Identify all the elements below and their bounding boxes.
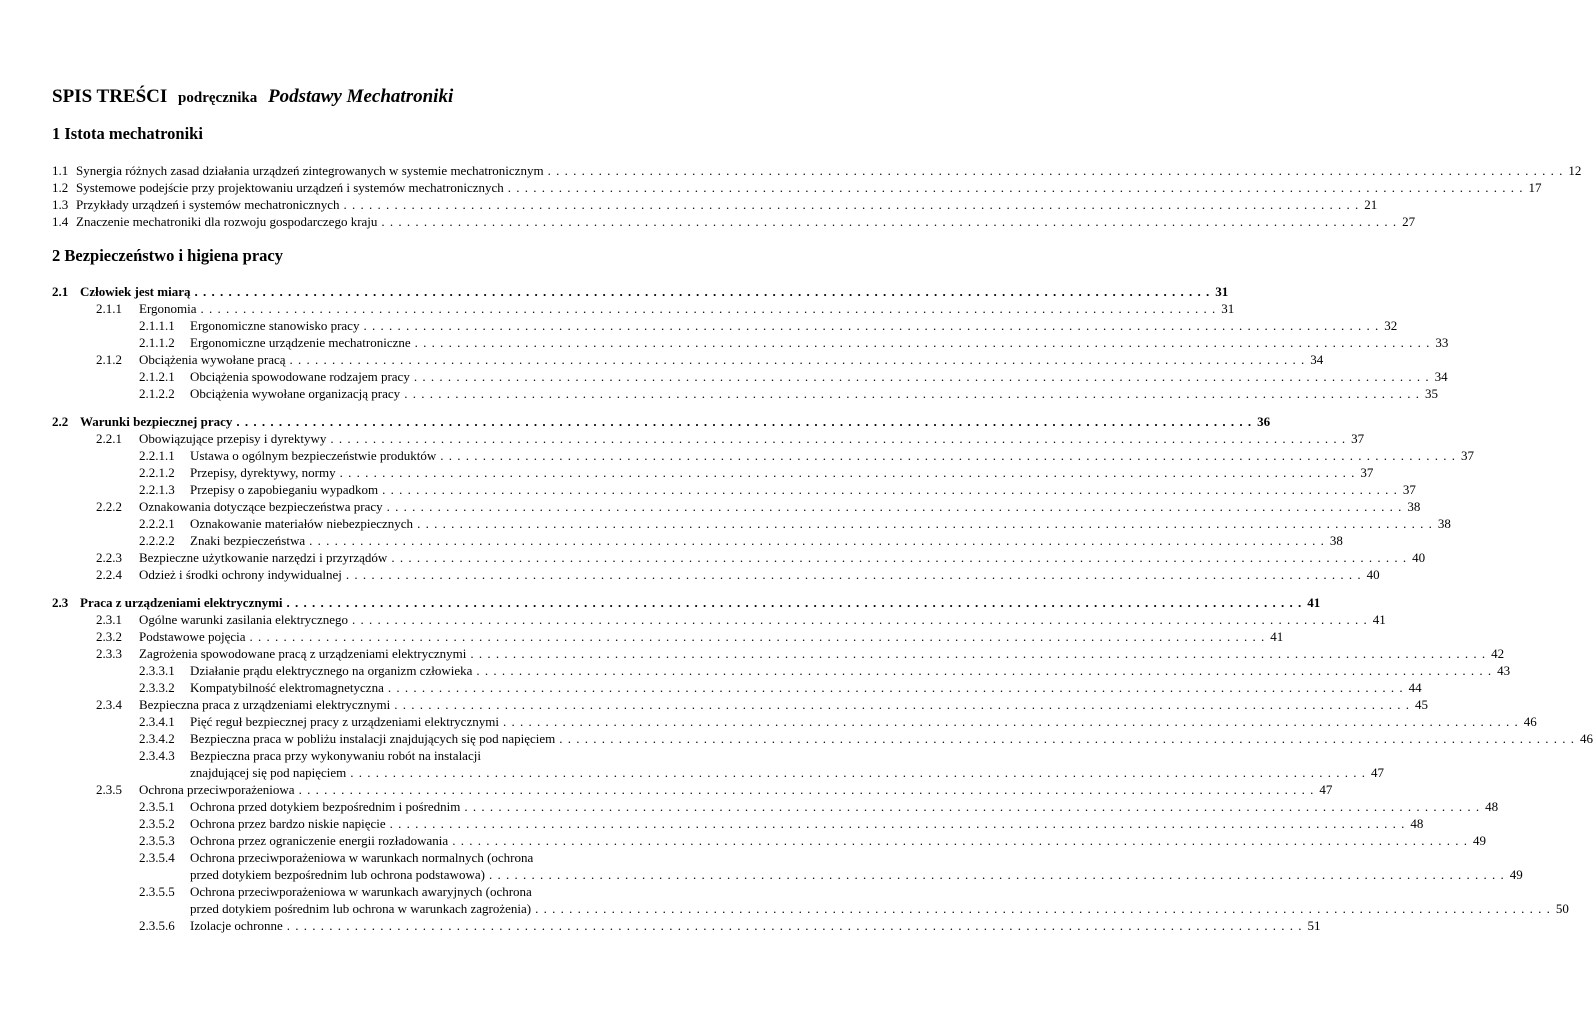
toc-entry-title: Przykłady urządzeń i systemów mechatronicznych: [76, 197, 340, 212]
chapter-2-heading: 2 Bezpieczeństwo i higiena pracy: [52, 246, 283, 265]
toc-entry-page: 49: [1509, 867, 1523, 882]
toc-entry-title: Oznakowanie materiałów niebezpiecznych: [190, 516, 414, 531]
toc-entry-number: 2.3.5.2: [139, 816, 175, 831]
toc-entry-title: Systemowe podejście przy projektowaniu urządzeń i systemów mechatronicznych: [76, 180, 504, 195]
toc-entry-title: Ergonomia: [139, 301, 197, 316]
dot-leader: . . . . . . . . . . . . . . . . . . . . . . . . . . . . . . . . . . . . . . . . . . . . . . . . . . . . . . . . . . . . . . . . . . . . . . . . . . . . . . . . . . . . . . . . . . . . . . . . . . . . . . . . . . . . . . . . . . . . . . . .: [286, 595, 1303, 610]
toc-entry-title-line: [139, 628, 1284, 645]
toc-entry-title: Bezpieczne użytkowanie narzędzi i przyrządów: [139, 550, 388, 565]
toc-entry-title-line: [139, 566, 1380, 583]
toc-entry-title: Ochrona przeciwporażeniowa w warunkach awaryjnych (ochrona: [190, 884, 532, 899]
dot-leader: . . . . . . . . . . . . . . . . . . . . . . . . . . . . . . . . . . . . . . . . . . . . . . . . . . . . . . . . . . . . . . . . . . . . . . . . . . . . . . . . . . . . . . . . . . . . . . . . . . . . . . . . . . . . . . . . . . . . . . . .: [547, 163, 1564, 178]
toc-entry[interactable]: [52, 300, 1235, 317]
toc-entry-title: przed dotykiem bezpośrednim lub ochrona podstawowa): [190, 867, 485, 882]
toc-entry-title-line: [190, 798, 1499, 815]
toc-entry-title-line: [76, 196, 1378, 213]
toc-entry-page: 37: [1460, 448, 1474, 463]
dot-leader: . . . . . . . . . . . . . . . . . . . . . . . . . . . . . . . . . . . . . . . . . . . . . . . . . . . . . . . . . . . . . . . . . . . . . . . . . . . . . . . . . . . . . . . . . . . . . . . . . . . . . . . . . . . . . . . . . . . . . . . .: [330, 431, 1347, 446]
toc-entry-page: 41: [1372, 612, 1386, 627]
toc-entry[interactable]: [52, 883, 652, 900]
dot-leader: . . . . . . . . . . . . . . . . . . . . . . . . . . . . . . . . . . . . . . . . . . . . . . . . . . . . . . . . . . . . . . . . . . . . . . . . . . . . . . . . . . . . . . . . . . . . . . . . . . . . . . . . . . . . . . . . . . . . . . . .: [507, 180, 1524, 195]
toc-entry[interactable]: [52, 481, 1416, 498]
dot-leader: . . . . . . . . . . . . . . . . . . . . . . . . . . . . . . . . . . . . . . . . . . . . . . . . . . . . . . . . . . . . . . . . . . . . . . . . . . . . . . . . . . . . . . . . . . . . . . . . . . . . . . . . . . . . . . . . . . . . . . . .: [382, 482, 1398, 497]
toc-entry-title-line: [80, 283, 1229, 300]
dot-leader: . . . . . . . . . . . . . . . . . . . . . . . . . . . . . . . . . . . . . . . . . . . . . . . . . . . . . . . . . . . . . . . . . . . . . . . . . . . . . . . . . . . . . . . . . . . . . . . . . . . . . . . . . . . . . . . . . . . . . . . .: [535, 901, 1551, 916]
toc-entry-page: 21: [1364, 197, 1378, 212]
toc-entry[interactable]: [52, 162, 1582, 179]
toc-entry-title-line: [190, 815, 1424, 832]
toc-entry-page: 46: [1580, 731, 1593, 746]
toc-entry-page: 47: [1319, 782, 1333, 797]
toc-entry-page: 37: [1402, 482, 1416, 497]
dot-leader: . . . . . . . . . . . . . . . . . . . . . . . . . . . . . . . . . . . . . . . . . . . . . . . . . . . . . . . . . . . . . . . . . . . . . . . . . . . . . . . . . . . . . . . . . . . . . . . . . . . . . . . . . . . . . . . . . . . . . . . .: [289, 352, 1306, 367]
toc-entry-page: 48: [1410, 816, 1424, 831]
dot-leader: . . . . . . . . . . . . . . . . . . . . . . . . . . . . . . . . . . . . . . . . . . . . . . . . . . . . . . . . . . . . . . . . . . . . . . . . . . . . . . . . . . . . . . . . . . . . . . . . . . . . . . . . . . . . . . . . . . . . . . . .: [559, 731, 1576, 746]
toc-entry-title-line: [190, 481, 1416, 498]
toc-entry-page: 38: [1437, 516, 1451, 531]
toc-entry[interactable]: [52, 866, 1523, 883]
toc-entry-number: 1.4: [52, 214, 69, 229]
dot-leader: . . . . . . . . . . . . . . . . . . . . . . . . . . . . . . . . . . . . . . . . . . . . . . . . . . . . . . . . . . . . . . . . . . . . . . . . . . . . . . . . . . . . . . . . . . . . . . . . . . . . . . . . . . . . . . . . . . . . . . . .: [452, 833, 1468, 848]
toc-entry[interactable]: [52, 213, 1416, 230]
toc-entry-title: Bezpieczna praca przy wykonywaniu robót na instalacji: [190, 748, 481, 763]
toc-entry-number: 2.1: [52, 284, 69, 299]
toc-entry-number: 2.2.1.3: [139, 482, 175, 497]
toc-entry-title-line: [190, 515, 1451, 532]
toc-entry[interactable]: [52, 566, 1380, 583]
title-sub: podręcznika: [178, 90, 258, 106]
toc-entry-title-line: [190, 900, 1569, 917]
toc-entry-number: 1.3: [52, 197, 69, 212]
toc-entry-title: Obciążenia wywołane organizacją pracy: [190, 386, 401, 401]
toc-entry-title: Bezpieczna praca z urządzeniami elektrycznymi: [139, 697, 391, 712]
toc-entry-title: Zagrożenia spowodowane pracą z urządzeniami elektrycznymi: [139, 646, 467, 661]
toc-entry-title-line: [190, 317, 1398, 334]
toc-entry-page: 41: [1307, 595, 1321, 610]
toc-entry[interactable]: [52, 781, 1333, 798]
toc-entry[interactable]: [52, 645, 1505, 662]
toc-entry-page: 31: [1215, 284, 1229, 299]
toc-entry-number: 2.2.1.2: [139, 465, 175, 480]
toc-entry-title-line: [80, 594, 1321, 611]
toc-entry[interactable]: [52, 532, 1343, 549]
toc-entry-title-line: [190, 917, 1321, 934]
toc-entry[interactable]: [52, 832, 1486, 849]
toc-entry-title-line: [190, 464, 1374, 481]
toc-entry-number: 2.3.4.3: [139, 748, 175, 763]
toc-entry-title: Przepisy o zapobieganiu wypadkom: [190, 482, 379, 497]
toc-entry-page: 50: [1555, 901, 1569, 916]
toc-entry[interactable]: [52, 764, 1385, 781]
toc-entry[interactable]: [52, 430, 1365, 447]
toc-entry-page: 32: [1384, 318, 1398, 333]
toc-entry-title-line: [190, 679, 1422, 696]
toc-entry-title: Izolacje ochronne: [190, 918, 283, 933]
toc-entry-page: 44: [1408, 680, 1422, 695]
toc-entry-number: 1.1: [52, 163, 69, 178]
dot-leader: . . . . . . . . . . . . . . . . . . . . . . . . . . . . . . . . . . . . . . . . . . . . . . . . . . . . . . . . . . . . . . . . . . . . . . . . . . . . . . . . . . . . . . . . . . . . . . . . . . . . . . . . . . . . . . . . . . . . . . . .: [236, 414, 1253, 429]
toc-entry-page: 17: [1528, 180, 1542, 195]
toc-entry-title: Człowiek jest miarą: [80, 284, 191, 299]
toc-entry-page: 37: [1360, 465, 1374, 480]
toc-entry-number: 2.1.2.1: [139, 369, 175, 384]
toc-entry-title: Działanie prądu elektrycznego na organizm człowieka: [190, 663, 473, 678]
toc-entry-title: znajdującej się pod napięciem: [190, 765, 347, 780]
toc-entry-page: 40: [1366, 567, 1380, 582]
toc-entry-title: przed dotykiem pośrednim lub ochrona w warunkach zagrożenia): [190, 901, 532, 916]
toc-entry-title-line: [190, 747, 652, 764]
toc-entry-title: Odzież i środki ochrony indywidualnej: [139, 567, 342, 582]
toc-entry[interactable]: [52, 900, 1569, 917]
toc-entry[interactable]: [52, 498, 1421, 515]
toc-entry[interactable]: [52, 798, 1499, 815]
toc-entry-title: Oznakowania dotyczące bezpieczeństwa pracy: [139, 499, 383, 514]
toc-entry-number: 2.3.2: [96, 629, 122, 644]
toc-entry[interactable]: [52, 696, 1428, 713]
toc-entry-title-line: [190, 883, 652, 900]
toc-entry[interactable]: [52, 368, 1448, 385]
toc-entry-title: Ochrona przez ograniczenie energii rozładowania: [190, 833, 449, 848]
dot-leader: . . . . . . . . . . . . . . . . . . . . . . . . . . . . . . . . . . . . . . . . . . . . . . . . . . . . . . . . . . . . . . . . . . . . . . . . . . . . . . . . . . . . . . . . . . . . . . . . . . . . . . . . . . . . . . . . . . . . . . . .: [343, 197, 1360, 212]
toc-entry-title: Obowiązujące przepisy i dyrektywy: [139, 431, 327, 446]
toc-entry-title-line: [190, 368, 1448, 385]
toc-entry-title: Synergia różnych zasad działania urządzeń zintegrowanych w systemie mechatronicznym: [76, 163, 544, 178]
title-main: SPIS TREŚCI: [52, 86, 168, 107]
dot-leader: . . . . . . . . . . . . . . . . . . . . . . . . . . . . . . . . . . . . . . . . . . . . . . . . . . . . . . . . . . . . . . . . . . . . . . . . . . . . . . . . . . . . . . . . . . . . . . . . . . . . . . . . . . . . . . . . . . . . . . . .: [470, 646, 1487, 661]
toc-entry[interactable]: [52, 549, 1426, 566]
toc-entry-title-line: [190, 713, 1537, 730]
toc-entry-title: Warunki bezpiecznej pracy: [80, 414, 233, 429]
toc-entry-page: 46: [1523, 714, 1537, 729]
toc-entry[interactable]: [52, 917, 1321, 934]
toc-entry-title-line: [80, 413, 1271, 430]
toc-entry-page: 40: [1412, 550, 1426, 565]
dot-leader: . . . . . . . . . . . . . . . . . . . . . . . . . . . . . . . . . . . . . . . . . . . . . . . . . . . . . . . . . . . . . . . . . . . . . . . . . . . . . . . . . . . . . . . . . . . . . . . . . . . . . . . . . . . . . . . . . . . . . . . .: [404, 386, 1420, 401]
toc-entry-page: 38: [1329, 533, 1343, 548]
toc-entry[interactable]: [52, 385, 1438, 402]
dot-leader: . . . . . . . . . . . . . . . . . . . . . . . . . . . . . . . . . . . . . . . . . . . . . . . . . . . . . . . . . . . . . . . . . . . . . . . . . . . . . . . . . . . . . . . . . . . . . . . . . . . . . . . . . . . . . . . . . . . . . . . .: [417, 516, 1433, 531]
toc-entry-number: 2.3.5: [96, 782, 122, 797]
dot-leader: . . . . . . . . . . . . . . . . . . . . . . . . . . . . . . . . . . . . . . . . . . . . . . . . . . . . . . . . . . . . . . . . . . . . . . . . . . . . . . . . . . . . . . . . . . . . . . . . . . . . . . . . . . . . . . . . . . . . . . . .: [488, 867, 1505, 882]
toc-entry-title: Pięć reguł bezpiecznej pracy z urządzeniami elektrycznymi: [190, 714, 499, 729]
toc-entry-title-line: [139, 696, 1428, 713]
toc-entry-number: 2.3.4.1: [139, 714, 175, 729]
toc-entry[interactable]: [52, 679, 1422, 696]
toc-entry[interactable]: [52, 413, 1271, 430]
toc-entry[interactable]: [52, 628, 1284, 645]
toc-entry-title-line: [76, 179, 1542, 196]
dot-leader: . . . . . . . . . . . . . . . . . . . . . . . . . . . . . . . . . . . . . . . . . . . . . . . . . . . . . . . . . . . . . . . . . . . . . . . . . . . . . . . . . . . . . . . . . . . . . . . . . . . . . . . . . . . . . . . . . . . . . . . .: [286, 918, 1303, 933]
toc-entry-title-line: [139, 498, 1421, 515]
toc-entry-page: 45: [1414, 697, 1428, 712]
toc-entry[interactable]: [52, 662, 1511, 679]
toc-entry[interactable]: [52, 351, 1324, 368]
toc-entry[interactable]: [52, 179, 1542, 196]
toc-entry-title: Ochrona przeciwporażeniowa: [139, 782, 295, 797]
toc-entry-title: Przepisy, dyrektywy, normy: [190, 465, 336, 480]
dot-leader: . . . . . . . . . . . . . . . . . . . . . . . . . . . . . . . . . . . . . . . . . . . . . . . . . . . . . . . . . . . . . . . . . . . . . . . . . . . . . . . . . . . . . . . . . . . . . . . . . . . . . . . . . . . . . . . . . . . . . . . .: [387, 680, 1404, 695]
toc-entry[interactable]: [52, 747, 652, 764]
page-title: [52, 86, 453, 108]
toc-entry-number: 2.3.3.2: [139, 680, 175, 695]
toc-entry-page: 27: [1402, 214, 1416, 229]
toc-entry-number: 2.3.4.2: [139, 731, 175, 746]
dot-leader: . . . . . . . . . . . . . . . . . . . . . . . . . . . . . . . . . . . . . . . . . . . . . . . . . . . . . . . . . . . . . . . . . . . . . . . . . . . . . . . . . . . . . . . . . . . . . . . . . . . . . . . . . . . . . . . . . . . . . . . .: [414, 335, 1431, 350]
dot-leader: . . . . . . . . . . . . . . . . . . . . . . . . . . . . . . . . . . . . . . . . . . . . . . . . . . . . . . . . . . . . . . . . . . . . . . . . . . . . . . . . . . . . . . . . . . . . . . . . . . . . . . . . . . . . . . . . . . . . . . . .: [502, 714, 1519, 729]
toc-entry[interactable]: [52, 515, 1451, 532]
toc-entry-number: 2.3.1: [96, 612, 122, 627]
toc-entry-title-line: [190, 334, 1449, 351]
toc-entry-number: 2.2: [52, 414, 69, 429]
toc-entry-number: 2.3.3.1: [139, 663, 175, 678]
title-book: Podstawy Mechatroniki: [267, 86, 454, 107]
toc-entry-title-line: [190, 866, 1523, 883]
toc-entry-number: 2.3.5.5: [139, 884, 175, 899]
toc-entry-title-line: [139, 781, 1333, 798]
toc-entry-page: 49: [1472, 833, 1486, 848]
toc-entry-title: Kompatybilność elektromagnetyczna: [190, 680, 384, 695]
toc-entry-title: Podstawowe pojęcia: [139, 629, 246, 644]
toc-entry-number: 2.2.1.1: [139, 448, 175, 463]
dot-leader: . . . . . . . . . . . . . . . . . . . . . . . . . . . . . . . . . . . . . . . . . . . . . . . . . . . . . . . . . . . . . . . . . . . . . . . . . . . . . . . . . . . . . . . . . . . . . . . . . . . . . . . . . . . . . . . . . . . . . . . .: [309, 533, 1325, 548]
toc-entry-title-line: [190, 832, 1486, 849]
toc-entry-title-line: [139, 645, 1505, 662]
toc-entry-title-line: [190, 662, 1511, 679]
toc-entry-number: 2.1.1.1: [139, 318, 175, 333]
toc-entry[interactable]: [52, 849, 652, 866]
toc-entry-page: 47: [1371, 765, 1385, 780]
toc-entry-title: Praca z urządzeniami elektrycznymi: [80, 595, 283, 610]
dot-leader: . . . . . . . . . . . . . . . . . . . . . . . . . . . . . . . . . . . . . . . . . . . . . . . . . . . . . . . . . . . . . . . . . . . . . . . . . . . . . . . . . . . . . . . . . . . . . . . . . . . . . . . . . . . . . . . . . . . . . . . .: [394, 697, 1410, 712]
chapter-1-heading: 1 Istota mechatroniki: [52, 124, 203, 143]
toc-entry[interactable]: [52, 334, 1449, 351]
toc-entry-number: 2.1.2.2: [139, 386, 175, 401]
toc-entry[interactable]: [52, 283, 1229, 300]
toc-entry-title-line: [76, 162, 1582, 179]
toc-entry-number: 2.3.5.4: [139, 850, 175, 865]
toc-entry-title: Bezpieczna praca w pobliżu instalacji znajdujących się pod napięciem: [190, 731, 556, 746]
section-gap: [52, 583, 652, 594]
toc-entry-title: Ochrona przeciwporażeniowa w warunkach normalnych (ochrona: [190, 850, 534, 865]
toc-entry-number: 2.3.5.3: [139, 833, 175, 848]
toc-entry-page: 31: [1221, 301, 1235, 316]
toc-entry-page: 34: [1310, 352, 1324, 367]
toc-entry-number: 1.2: [52, 180, 69, 195]
toc-entry[interactable]: [52, 611, 1386, 628]
toc-entry-title: Obciążenia wywołane pracą: [139, 352, 286, 367]
toc-entry-title: Znaki bezpieczeństwa: [190, 533, 306, 548]
toc-entry[interactable]: [52, 815, 1424, 832]
toc-entry[interactable]: [52, 730, 1593, 747]
toc-entry[interactable]: [52, 594, 1321, 611]
dot-leader: . . . . . . . . . . . . . . . . . . . . . . . . . . . . . . . . . . . . . . . . . . . . . . . . . . . . . . . . . . . . . . . . . . . . . . . . . . . . . . . . . . . . . . . . . . . . . . . . . . . . . . . . . . . . . . . . . . . . . . . .: [389, 816, 1406, 831]
toc-entry-page: 48: [1485, 799, 1499, 814]
toc-entry-title-line: [139, 611, 1386, 628]
toc-entry-title-line: [139, 549, 1426, 566]
toc-entry-number: 2.3: [52, 595, 69, 610]
toc-entry-title-line: [139, 351, 1324, 368]
dot-leader: . . . . . . . . . . . . . . . . . . . . . . . . . . . . . . . . . . . . . . . . . . . . . . . . . . . . . . . . . . . . . . . . . . . . . . . . . . . . . . . . . . . . . . . . . . . . . . . . . . . . . . . . . . . . . . . . . . . . . . . .: [391, 550, 1408, 565]
dot-leader: . . . . . . . . . . . . . . . . . . . . . . . . . . . . . . . . . . . . . . . . . . . . . . . . . . . . . . . . . . . . . . . . . . . . . . . . . . . . . . . . . . . . . . . . . . . . . . . . . . . . . . . . . . . . . . . . . . . . . . . .: [476, 663, 1493, 678]
toc-entry-page: 51: [1307, 918, 1321, 933]
toc-entry-title: Obciążenia spowodowane rodzajem pracy: [190, 369, 410, 384]
dot-leader: . . . . . . . . . . . . . . . . . . . . . . . . . . . . . . . . . . . . . . . . . . . . . . . . . . . . . . . . . . . . . . . . . . . . . . . . . . . . . . . . . . . . . . . . . . . . . . . . . . . . . . . . . . . . . . . . . . . . . . . .: [194, 284, 1211, 299]
toc-entry-page: 38: [1407, 499, 1421, 514]
toc-entry-title-line: [76, 213, 1416, 230]
toc-entry-number: 2.2.2.1: [139, 516, 175, 531]
toc-entry-page: 36: [1257, 414, 1271, 429]
toc-entry[interactable]: [52, 317, 1398, 334]
toc-entry-number: 2.2.4: [96, 567, 122, 582]
dot-leader: . . . . . . . . . . . . . . . . . . . . . . . . . . . . . . . . . . . . . . . . . . . . . . . . . . . . . . . . . . . . . . . . . . . . . . . . . . . . . . . . . . . . . . . . . . . . . . . . . . . . . . . . . . . . . . . . . . . . . . . .: [298, 782, 1315, 797]
toc-entry-title: Ochrona przez bardzo niskie napięcie: [190, 816, 386, 831]
section-gap: [52, 402, 652, 413]
toc-entry-number: 2.2.3: [96, 550, 122, 565]
toc-entry-number: 2.3.3: [96, 646, 122, 661]
toc-entry[interactable]: [52, 464, 1374, 481]
toc-entry-page: 41: [1270, 629, 1284, 644]
toc-entry-title: Ergonomiczne urządzenie mechatroniczne: [190, 335, 411, 350]
toc-entry-title-line: [190, 447, 1474, 464]
dot-leader: . . . . . . . . . . . . . . . . . . . . . . . . . . . . . . . . . . . . . . . . . . . . . . . . . . . . . . . . . . . . . . . . . . . . . . . . . . . . . . . . . . . . . . . . . . . . . . . . . . . . . . . . . . . . . . . . . . . . . . . .: [381, 214, 1398, 229]
dot-leader: . . . . . . . . . . . . . . . . . . . . . . . . . . . . . . . . . . . . . . . . . . . . . . . . . . . . . . . . . . . . . . . . . . . . . . . . . . . . . . . . . . . . . . . . . . . . . . . . . . . . . . . . . . . . . . . . . . . . . . . .: [345, 567, 1362, 582]
dot-leader: . . . . . . . . . . . . . . . . . . . . . . . . . . . . . . . . . . . . . . . . . . . . . . . . . . . . . . . . . . . . . . . . . . . . . . . . . . . . . . . . . . . . . . . . . . . . . . . . . . . . . . . . . . . . . . . . . . . . . . . .: [339, 465, 1356, 480]
dot-leader: . . . . . . . . . . . . . . . . . . . . . . . . . . . . . . . . . . . . . . . . . . . . . . . . . . . . . . . . . . . . . . . . . . . . . . . . . . . . . . . . . . . . . . . . . . . . . . . . . . . . . . . . . . . . . . . . . . . . . . . .: [386, 499, 1403, 514]
dot-leader: . . . . . . . . . . . . . . . . . . . . . . . . . . . . . . . . . . . . . . . . . . . . . . . . . . . . . . . . . . . . . . . . . . . . . . . . . . . . . . . . . . . . . . . . . . . . . . . . . . . . . . . . . . . . . . . . . . . . . . . .: [249, 629, 1266, 644]
toc-entry-page: 35: [1424, 386, 1438, 401]
toc-entry-title-line: [190, 764, 1385, 781]
toc-entry-title-line: [139, 300, 1235, 317]
toc-entry-title-line: [190, 730, 1593, 747]
toc-entry-number: 2.2.2: [96, 499, 122, 514]
toc-entry[interactable]: [52, 447, 1474, 464]
toc-entry-page: 43: [1497, 663, 1511, 678]
toc-entry[interactable]: [52, 713, 1537, 730]
toc-entry-title-line: [139, 430, 1365, 447]
toc-entry-title-line: [190, 532, 1343, 549]
toc-entry-page: 12: [1568, 163, 1582, 178]
toc-entry-page: 42: [1491, 646, 1505, 661]
toc-entry-number: 2.3.5.6: [139, 918, 175, 933]
toc-entry-number: 2.2.2.2: [139, 533, 175, 548]
chapter-1-toc: [52, 162, 1582, 230]
dot-leader: . . . . . . . . . . . . . . . . . . . . . . . . . . . . . . . . . . . . . . . . . . . . . . . . . . . . . . . . . . . . . . . . . . . . . . . . . . . . . . . . . . . . . . . . . . . . . . . . . . . . . . . . . . . . . . . . . . . . . . . .: [363, 318, 1380, 333]
toc-entry-page: 34: [1434, 369, 1448, 384]
toc-entry-page: 37: [1351, 431, 1365, 446]
dot-leader: . . . . . . . . . . . . . . . . . . . . . . . . . . . . . . . . . . . . . . . . . . . . . . . . . . . . . . . . . . . . . . . . . . . . . . . . . . . . . . . . . . . . . . . . . . . . . . . . . . . . . . . . . . . . . . . . . . . . . . . .: [413, 369, 1430, 384]
toc-entry-number: 2.3.4: [96, 697, 122, 712]
toc-entry-page: 33: [1435, 335, 1449, 350]
dot-leader: . . . . . . . . . . . . . . . . . . . . . . . . . . . . . . . . . . . . . . . . . . . . . . . . . . . . . . . . . . . . . . . . . . . . . . . . . . . . . . . . . . . . . . . . . . . . . . . . . . . . . . . . . . . . . . . . . . . . . . . .: [464, 799, 1481, 814]
dot-leader: . . . . . . . . . . . . . . . . . . . . . . . . . . . . . . . . . . . . . . . . . . . . . . . . . . . . . . . . . . . . . . . . . . . . . . . . . . . . . . . . . . . . . . . . . . . . . . . . . . . . . . . . . . . . . . . . . . . . . . . .: [440, 448, 1456, 463]
toc-entry-title-line: [190, 385, 1438, 402]
chapter-2-toc: [52, 283, 1593, 934]
toc-entry-number: 2.3.5.1: [139, 799, 175, 814]
toc-entry-number: 2.2.1: [96, 431, 122, 446]
toc-entry-title: Ustawa o ogólnym bezpieczeństwie produktów: [190, 448, 437, 463]
toc-entry-title: Znaczenie mechatroniki dla rozwoju gospodarczego kraju: [76, 214, 378, 229]
dot-leader: . . . . . . . . . . . . . . . . . . . . . . . . . . . . . . . . . . . . . . . . . . . . . . . . . . . . . . . . . . . . . . . . . . . . . . . . . . . . . . . . . . . . . . . . . . . . . . . . . . . . . . . . . . . . . . . . . . . . . . . .: [350, 765, 1367, 780]
toc-entry-number: 2.1.1: [96, 301, 122, 316]
toc-entry[interactable]: [52, 196, 1378, 213]
toc-entry-title: Ergonomiczne stanowisko pracy: [190, 318, 360, 333]
dot-leader: . . . . . . . . . . . . . . . . . . . . . . . . . . . . . . . . . . . . . . . . . . . . . . . . . . . . . . . . . . . . . . . . . . . . . . . . . . . . . . . . . . . . . . . . . . . . . . . . . . . . . . . . . . . . . . . . . . . . . . . .: [200, 301, 1217, 316]
toc-entry-title: Ogólne warunki zasilania elektrycznego: [139, 612, 348, 627]
dot-leader: . . . . . . . . . . . . . . . . . . . . . . . . . . . . . . . . . . . . . . . . . . . . . . . . . . . . . . . . . . . . . . . . . . . . . . . . . . . . . . . . . . . . . . . . . . . . . . . . . . . . . . . . . . . . . . . . . . . . . . . .: [352, 612, 1368, 627]
toc-entry-title-line: [190, 849, 652, 866]
toc-entry-title: Ochrona przed dotykiem bezpośrednim i pośrednim: [190, 799, 461, 814]
toc-entry-number: 2.1.2: [96, 352, 122, 367]
toc-entry-number: 2.1.1.2: [139, 335, 175, 350]
